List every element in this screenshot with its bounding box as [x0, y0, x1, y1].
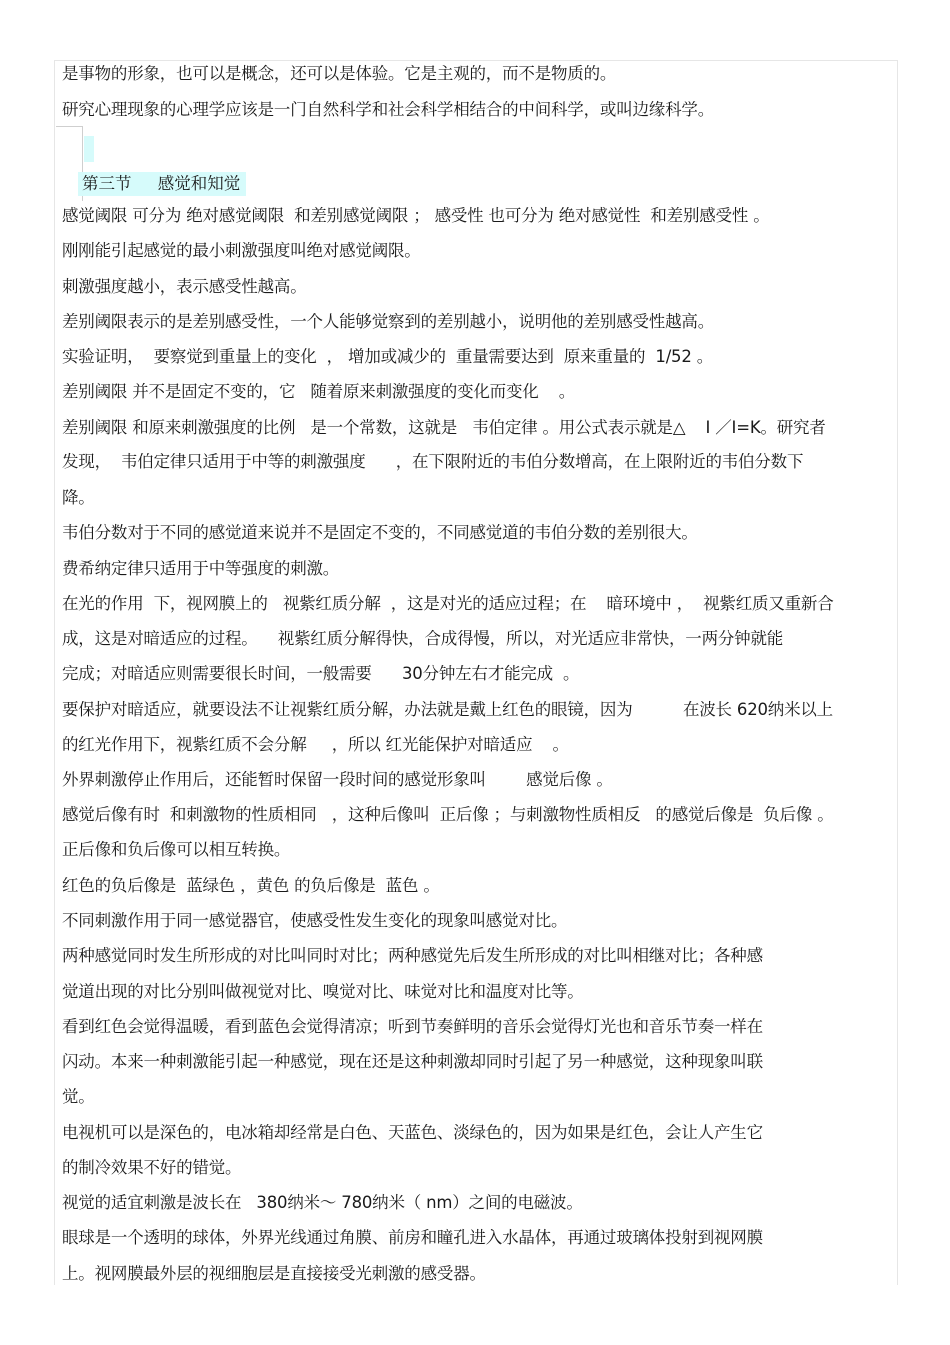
text-line: 闪动。本来一种刺激能引起一种感觉，现在还是这种刺激却同时引起了另一种感觉，这种现象叫联: [62, 1052, 763, 1071]
text-line: 视觉的适宜刺激是波长在 380纳米～ 780纳米（ nm）之间的电磁波。: [62, 1193, 583, 1212]
text-line: 要保护对暗适应，就要设法不让视紫红质分解，办法就是戴上红色的眼镜，因为 在波长 620纳米以上: [62, 700, 833, 719]
text-line: 韦伯分数对于不同的感觉道来说并不是固定不变的，不同感觉道的韦伯分数的差别很大。: [62, 523, 698, 542]
text-line: 刚刚能引起感觉的最小刺激强度叫绝对感觉阈限。: [62, 241, 421, 260]
text-line: 眼球是一个透明的球体，外界光线通过角膜、前房和瞳孔进入水晶体，再通过玻璃体投射到视网膜: [62, 1228, 763, 1247]
text-line: 费希纳定律只适用于中等强度的刺激。: [62, 559, 340, 578]
text-line: 正后像和负后像可以相互转换。: [62, 840, 291, 859]
text-line: 差别阈限 和原来刺激强度的比例 是一个常数，这就是 韦伯定律 。用公式表示就是△ I ／I=K。研究者: [62, 418, 826, 437]
text-line: 实验证明， 要察觉到重量上的变化 ， 增加或减少的 重量需要达到 原来重量的 1/52 。: [62, 347, 713, 366]
text-line: 不同刺激作用于同一感觉器官，使感受性发生变化的现象叫感觉对比。: [62, 911, 568, 930]
text-line: 降。: [62, 488, 95, 507]
text-line: 觉道出现的对比分别叫做视觉对比、嗅觉对比、味觉对比和温度对比等。: [62, 982, 584, 1001]
text-line: 红色的负后像是 蓝绿色 ，黄色 的负后像是 蓝色 。: [62, 876, 440, 895]
text-line: 感觉后像有时 和刺激物的性质相同 ，这种后像叫 正后像 ；与刺激物性质相反 的感觉后像是 负后像 。: [62, 805, 834, 824]
text-line: 发现， 韦伯定律只适用于中等的刺激强度 ，在下限附近的韦伯分数增高，在上限附近的韦伯分数下: [62, 452, 804, 471]
text-line: 外界刺激停止作用后，还能暂时保留一段时间的感觉形象叫 感觉后像 。: [62, 770, 613, 789]
section-heading: 第三节 感觉和知觉: [78, 172, 246, 196]
text-line: 成，这是对暗适应的过程。 视紫红质分解得快，合成得慢，所以，对光适应非常快，一两分钟就能: [62, 629, 784, 648]
text-line: 刺激强度越小，表示感受性越高。: [62, 277, 307, 296]
text-line: 在光的作用 下，视网膜上的 视紫红质分解 ，这是对光的适应过程；在 暗环境中 ， 视紫红质又重新合: [62, 594, 834, 613]
text-line: 觉。: [62, 1087, 95, 1106]
text-line: 的制冷效果不好的错觉。: [62, 1158, 242, 1177]
text-line: 看到红色会觉得温暖，看到蓝色会觉得清凉；听到节奏鲜明的音乐会觉得灯光也和音乐节奏一样在: [62, 1017, 763, 1036]
text-line: 研究心理现象的心理学应该是一门自然科学和社会科学相结合的中间科学，或叫边缘科学。: [62, 100, 715, 119]
text-line: 差别阈限 并不是固定不变的，它 随着原来刺激强度的变化而变化 。: [62, 382, 576, 401]
text-line: 完成；对暗适应则需要很长时间，一般需要 30分钟左右才能完成 。: [62, 664, 580, 683]
text-line: 差别阈限表示的是差别感受性，一个人能够觉察到的差别越小，说明他的差别感受性越高。: [62, 312, 715, 331]
text-line: 是事物的形象，也可以是概念，还可以是体验。它是主观的，而不是物质的。: [62, 64, 617, 83]
highlight-bar: [84, 136, 94, 162]
text-line: 上。视网膜最外层的视细胞层是直接接受光刺激的感受器。: [62, 1264, 486, 1283]
text-line: 感觉阈限 可分为 绝对感觉阈限 和差别感觉阈限 ； 感受性 也可分为 绝对感觉性 和差别感受性 。: [62, 206, 770, 225]
text-line: 电视机可以是深色的，电冰箱却经常是白色、天蓝色、淡绿色的，因为如果是红色，会让人产生它: [62, 1123, 763, 1142]
text-line: 的红光作用下，视紫红质不会分解 ，所以 红光能保护对暗适应 。: [62, 735, 569, 754]
text-line: 两种感觉同时发生所形成的对比叫同时对比；两种感觉先后发生所形成的对比叫相继对比；各种感: [62, 946, 763, 965]
